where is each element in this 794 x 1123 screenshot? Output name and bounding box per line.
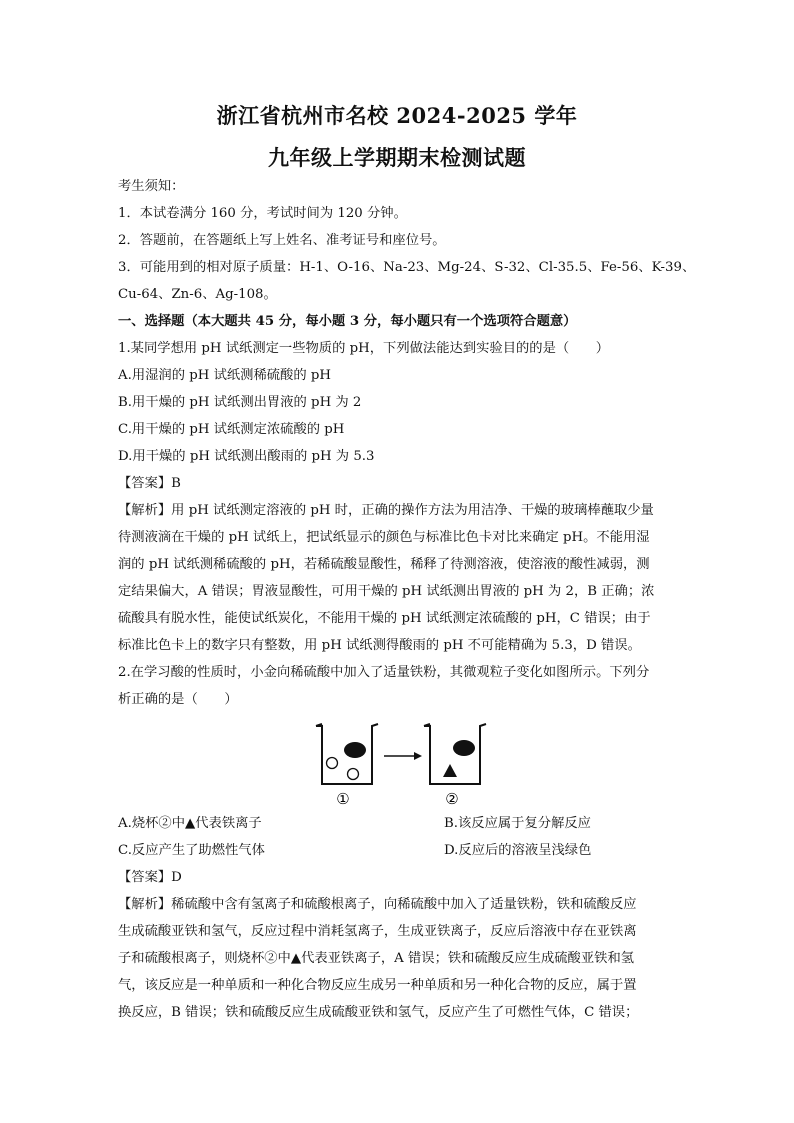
question-1-analysis-line: 润的 pH 试纸测稀硫酸的 pH，若稀硫酸显酸性，稀释了待测溶液，使溶液的酸性减弱，测	[118, 557, 650, 572]
question-1-analysis-line: 定结果偏大，A 错误；胃液显酸性，可用干燥的 pH 试纸测出胃液的 pH 为 2，B 正确；浓	[118, 584, 655, 599]
question-2-analysis-line: 生成硫酸亚铁和氢气，反应过程中消耗氢离子，生成亚铁离子，反应后溶液中存在亚铁离	[118, 924, 637, 939]
question-2-option-c: C.反应产生了助燃性气体	[118, 843, 265, 858]
beaker-1	[316, 724, 378, 784]
question-1-stem: 1.某同学想用 pH 试纸测定一些物质的 pH，下列做法能达到实验目的的是（ ）	[118, 341, 610, 356]
question-2-option-b: B.该反应属于复分解反应	[444, 816, 591, 831]
notice-item: 3．可能用到的相对原子质量：H-1、O-16、Na-23、Mg-24、S-32、Cl-35.5、Fe-56、K-39、	[118, 260, 696, 275]
particle-solid-ellipse	[453, 740, 475, 756]
question-1-option-c: C.用干燥的 pH 试纸测定浓硫酸的 pH	[118, 422, 345, 437]
beaker-2	[424, 724, 486, 784]
particle-triangle	[443, 764, 457, 777]
question-1-analysis-line: 【解析】用 pH 试纸测定溶液的 pH 时，正确的操作方法为用洁净、干燥的玻璃棒蘸取少量	[118, 503, 654, 518]
title-line-1: 浙江省杭州市名校 2024-2025 学年	[216, 103, 578, 128]
particle-open-circle	[348, 769, 359, 780]
notice-heading: 考生须知：	[118, 179, 185, 194]
question-2-option-d: D.反应后的溶液呈浅绿色	[444, 843, 592, 858]
question-2-analysis-line: 气，该反应是一种单质和一种化合物反应生成另一种单质和另一种化合物的反应，属于置	[118, 978, 637, 993]
question-1-option-b: B.用干燥的 pH 试纸测出胃液的 pH 为 2	[118, 395, 362, 410]
title-line-2: 九年级上学期期末检测试题	[268, 145, 526, 170]
particle-solid-ellipse	[344, 742, 366, 758]
question-2-analysis-line: 换反应，B 错误；铁和硫酸反应生成硫酸亚铁和氢气，反应产生了可燃性气体，C 错误；	[118, 1005, 639, 1020]
particle-open-circle	[327, 758, 338, 769]
question-1-option-d: D.用干燥的 pH 试纸测出酸雨的 pH 为 5.3	[118, 449, 375, 464]
section-heading: 一、选择题（本大题共 45 分，每小题 3 分，每小题只有一个选项符合题意）	[118, 314, 577, 329]
beaker-1-label: ①	[336, 790, 350, 808]
question-2-stem-line: 析正确的是（ ）	[118, 692, 238, 707]
beaker-reaction-figure	[312, 720, 502, 810]
question-1-analysis-line: 待测液滴在干燥的 pH 试纸上，把试纸显示的颜色与标准比色卡对比来确定 pH。不能用湿	[118, 530, 650, 545]
reaction-arrow	[384, 752, 422, 760]
question-2-option-a: A.烧杯②中▲代表铁离子	[118, 816, 262, 831]
question-1-answer: 【答案】B	[118, 476, 181, 491]
question-2-stem-line: 2.在学习酸的性质时，小金向稀硫酸中加入了适量铁粉，其微观粒子变化如图所示。下列分	[118, 665, 650, 680]
question-1-analysis-line: 硫酸具有脱水性，能使试纸炭化，不能用干燥的 pH 试纸测定浓硫酸的 pH，C 错误；由于	[118, 611, 651, 626]
question-2-analysis-line: 【解析】稀硫酸中含有氢离子和硫酸根离子，向稀硫酸中加入了适量铁粉，铁和硫酸反应	[118, 897, 637, 912]
beaker-2-label: ②	[445, 790, 459, 808]
question-1-option-a: A.用湿润的 pH 试纸测稀硫酸的 pH	[118, 368, 331, 383]
question-1-analysis-line: 标准比色卡上的数字只有整数，用 pH 试纸测得酸雨的 pH 不可能精确为 5.3，D 错误。	[118, 638, 641, 653]
question-2-analysis-line: 子和硫酸根离子，则烧杯②中▲代表亚铁离子，A 错误；铁和硫酸反应生成硫酸亚铁和氢	[118, 951, 635, 966]
question-2-answer: 【答案】D	[118, 870, 182, 885]
notice-item: Cu-64、Zn-6、Ag-108。	[118, 287, 277, 302]
notice-item: 2．答题前，在答题纸上写上姓名、准考证号和座位号。	[118, 233, 446, 248]
notice-item: 1．本试卷满分 160 分，考试时间为 120 分钟。	[118, 206, 407, 221]
